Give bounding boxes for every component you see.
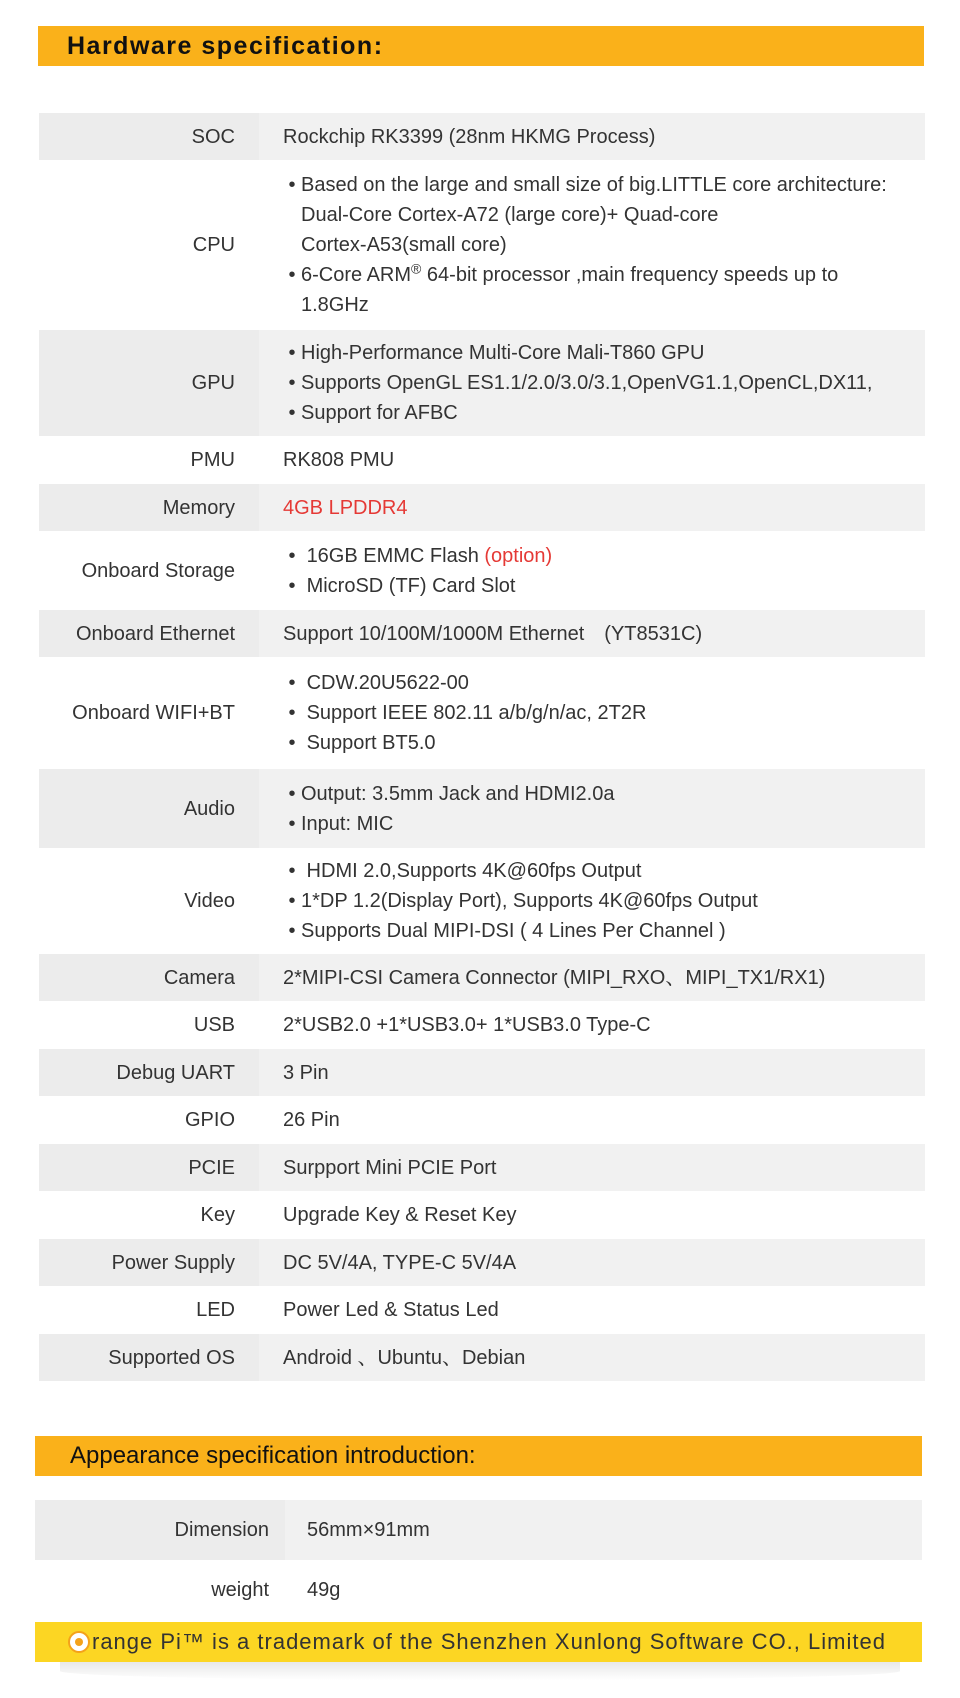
spec-label: SOC <box>39 113 259 160</box>
spec-label: PCIE <box>39 1144 259 1191</box>
bullet-icon: • <box>288 732 296 754</box>
audio-line-2: Input: MIC <box>301 812 394 835</box>
spec-value: 49g <box>307 1579 341 1601</box>
spec-value: Power Led & Status Led <box>283 1299 499 1321</box>
cpu-line-1: Based on the large and small size of big.LITTLE core architecture: <box>301 174 887 196</box>
spec-value <box>259 769 925 848</box>
bullet-icon: • <box>288 372 296 394</box>
appearance-spec-table <box>35 1500 922 1620</box>
video-line-3: Supports Dual MIPI-DSI ( 4 Lines Per Channel ) <box>301 920 726 942</box>
bullet-icon: • <box>288 544 296 567</box>
spec-label: CPU <box>192 234 235 256</box>
cpu-line-4b: 64-bit processor ,main frequency speeds up to <box>421 264 839 286</box>
spec-row-wifi-bt <box>39 657 925 769</box>
spec-row-camera <box>39 954 925 1001</box>
spec-row-soc <box>39 113 925 160</box>
spec-label: Onboard Ethernet <box>39 610 259 657</box>
spec-row-led <box>39 1286 925 1334</box>
bullet-icon: • <box>288 920 296 942</box>
gpu-line-1: High-Performance Multi-Core Mali-T860 GPU <box>301 342 705 364</box>
cpu-line-3: Cortex-A53(small core) <box>301 234 507 256</box>
spec-row-power-supply <box>39 1239 925 1286</box>
spec-value <box>259 657 925 769</box>
spec-value <box>259 848 925 954</box>
gpu-line-2: Supports OpenGL ES1.1/2.0/3.0/3.1,OpenVG1.1,OpenCL,DX11, <box>301 372 873 394</box>
hardware-section-header <box>38 26 924 66</box>
option-note: (option) <box>484 544 553 567</box>
spec-label: GPU <box>39 330 259 436</box>
spec-row-key <box>39 1191 925 1239</box>
bullet-icon: • <box>288 812 296 835</box>
spec-value: Support 10/100M/1000M Ethernet (YT8531C) <box>259 610 925 657</box>
spec-value <box>259 160 925 330</box>
footer-shadow <box>60 1662 900 1680</box>
spec-label: PMU <box>190 449 235 471</box>
spec-row-weight <box>35 1560 922 1620</box>
wifi-line-1: CDW.20U5622-00 <box>306 672 469 694</box>
trademark-footer <box>35 1622 922 1662</box>
gpu-line-3: Support for AFBC <box>301 402 458 424</box>
trademark-text: range Pi™ is a trademark of the Shenzhen Xunlong Software CO., Limited <box>92 1629 886 1654</box>
bullet-icon: • <box>288 890 296 912</box>
spec-value: RK808 PMU <box>283 449 395 471</box>
spec-value: 3 Pin <box>259 1049 925 1096</box>
spec-value: 26 Pin <box>283 1109 340 1131</box>
spec-label: Dimension <box>35 1500 285 1560</box>
spec-label: USB <box>193 1014 235 1036</box>
cpu-line-2: Dual-Core Cortex-A72 (large core)+ Quad-core <box>301 204 719 226</box>
spec-value: 56mm×91mm <box>285 1500 922 1560</box>
spec-row-storage <box>39 531 925 610</box>
spec-value <box>259 330 925 436</box>
bullet-icon: • <box>288 402 296 424</box>
video-line-1: HDMI 2.0,Supports 4K@60fps Output <box>301 860 642 882</box>
appearance-section-title: Appearance specification introduction: <box>70 1442 476 1469</box>
spec-label: Video <box>184 890 235 912</box>
spec-value: Rockchip RK3399 (28nm HKMG Process) <box>259 113 925 160</box>
spec-row-ethernet <box>39 610 925 657</box>
spec-label: Debug UART <box>39 1049 259 1096</box>
spec-label: Memory <box>39 484 259 531</box>
spec-label: Power Supply <box>39 1239 259 1286</box>
spec-label: Onboard Storage <box>81 559 235 582</box>
appearance-section-header <box>35 1436 922 1476</box>
spec-value: Surpport Mini PCIE Port <box>259 1144 925 1191</box>
spec-row-cpu <box>39 160 925 330</box>
spec-value: 2*MIPI-CSI Camera Connector (MIPI_RXO、MIPI_TX1/RX1) <box>259 954 925 1001</box>
cpu-line-4: 6-Core ARM <box>301 264 412 286</box>
spec-row-supported-os <box>39 1334 925 1381</box>
spec-row-gpu <box>39 330 925 436</box>
storage-line-1: 16GB EMMC Flash <box>306 544 485 567</box>
hardware-spec-table <box>39 113 925 1381</box>
spec-row-video <box>39 848 925 954</box>
wifi-line-3: Support BT5.0 <box>306 732 436 754</box>
bullet-icon: • <box>288 574 296 597</box>
spec-label: weight <box>211 1579 269 1601</box>
cpu-line-5: 1.8GHz <box>301 294 369 316</box>
spec-value <box>259 531 925 610</box>
spec-row-memory <box>39 484 925 531</box>
spec-row-pmu <box>39 436 925 484</box>
spec-row-debug-uart <box>39 1049 925 1096</box>
video-line-2: 1*DP 1.2(Display Port), Supports 4K@60fps Output <box>301 890 758 912</box>
spec-value: 2*USB2.0 +1*USB3.0+ 1*USB3.0 Type-C <box>283 1014 651 1036</box>
spec-label: LED <box>196 1299 235 1321</box>
storage-line-2: MicroSD (TF) Card Slot <box>306 574 516 597</box>
bullet-icon: • <box>288 782 296 805</box>
bullet-icon: • <box>288 264 296 286</box>
spec-row-dimension <box>35 1500 922 1560</box>
spec-value: Upgrade Key & Reset Key <box>283 1204 517 1226</box>
audio-line-1: Output: 3.5mm Jack and HDMI2.0a <box>301 782 615 805</box>
hardware-section-title: Hardware specification: <box>67 31 384 60</box>
spec-row-audio <box>39 769 925 848</box>
spec-value: 4GB LPDDR4 <box>259 484 925 531</box>
spec-value: DC 5V/4A, TYPE-C 5V/4A <box>259 1239 925 1286</box>
bullet-icon: • <box>288 174 296 196</box>
spec-label: Camera <box>39 954 259 1001</box>
registered-mark: ® <box>411 260 422 277</box>
bullet-icon: • <box>288 860 296 882</box>
spec-row-pcie <box>39 1144 925 1191</box>
spec-label: Supported OS <box>39 1334 259 1381</box>
spec-label: Key <box>200 1204 235 1226</box>
orange-logo-icon <box>68 1631 90 1653</box>
wifi-line-2: Support IEEE 802.11 a/b/g/n/ac, 2T2R <box>306 702 647 724</box>
spec-label: Audio <box>39 769 259 848</box>
spec-row-usb <box>39 1001 925 1049</box>
spec-row-gpio <box>39 1096 925 1144</box>
bullet-icon: • <box>288 702 296 724</box>
spec-label: GPIO <box>184 1109 235 1131</box>
bullet-icon: • <box>288 342 296 364</box>
spec-label: Onboard WIFI+BT <box>72 702 235 724</box>
spec-value: Android 、Ubuntu、Debian <box>259 1334 925 1381</box>
bullet-icon: • <box>288 672 296 694</box>
